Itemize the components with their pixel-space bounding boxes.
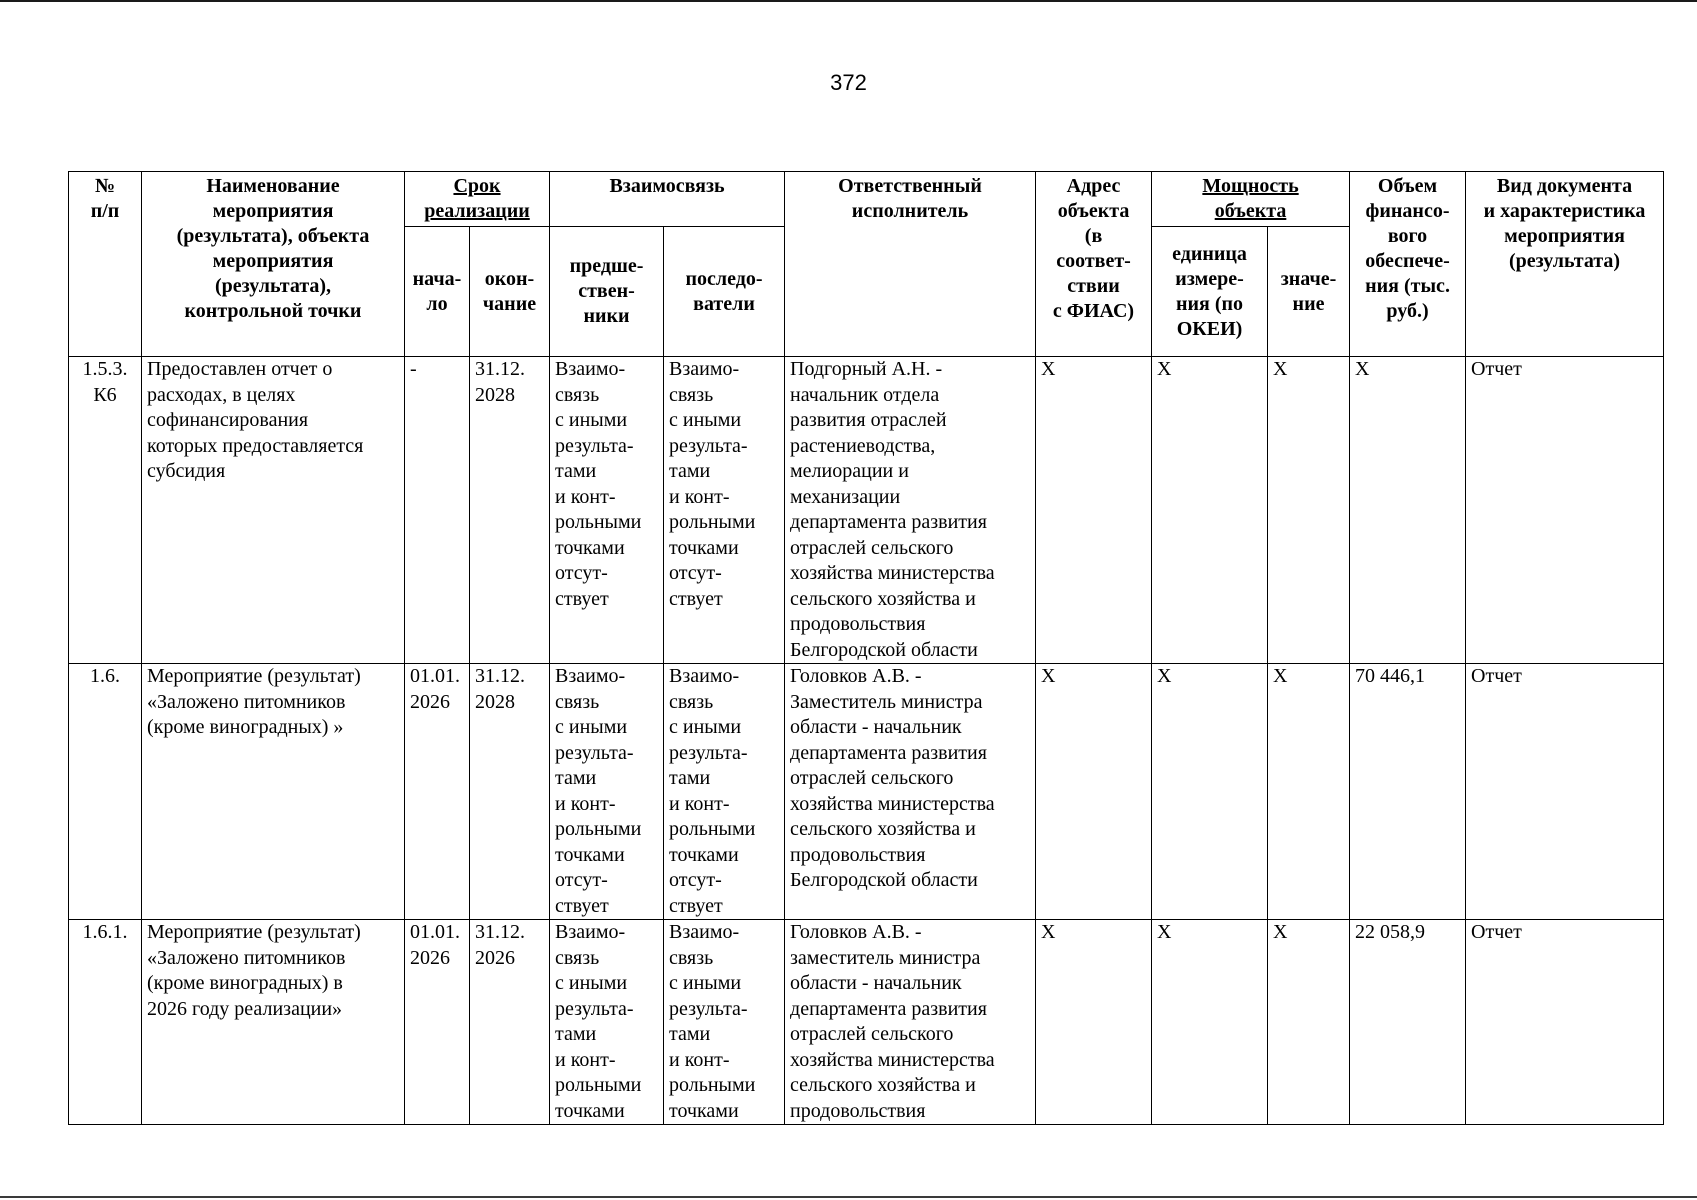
- plan-table: [68, 171, 1664, 1125]
- row-predecessors: Взаимо- связь с иными результа- тами и конт- рольными точками отсут- ствует: [550, 664, 664, 920]
- row-predecessors: Взаимо- связь с иными результа- тами и конт- рольными точками отсут- ствует: [550, 357, 664, 664]
- row-successors: Взаимо- связь с иными результа- тами и конт- рольными точками отсут- ствует: [664, 664, 785, 920]
- row-doc: Отчет: [1466, 920, 1664, 1125]
- row-start: -: [405, 357, 470, 664]
- header-rel-succ: последо- ватели: [664, 227, 785, 357]
- row-end: 31.12. 2026: [470, 920, 550, 1125]
- header-name: Наименование мероприятия (результата), объекта мероприятия (результата), контрольной точки: [142, 172, 405, 357]
- header-responsible: Ответственный исполнитель: [785, 172, 1036, 357]
- row-no: 1.6.1.: [69, 920, 142, 1125]
- row-address: X: [1036, 920, 1152, 1125]
- row-address: X: [1036, 357, 1152, 664]
- table-body: [69, 357, 1664, 1125]
- page-number: 372: [830, 70, 867, 95]
- row-finance: X: [1350, 357, 1466, 664]
- row-name: Предоставлен отчет о расходах, в целях софинансирования которых предоставляется субсидия: [142, 357, 405, 664]
- row-value: X: [1268, 357, 1350, 664]
- header-doc: Вид документа и характеристика мероприятия (результата): [1466, 172, 1664, 357]
- row-successors: Взаимо- связь с иными результа- тами и конт- рольными точками отсут- ствует: [664, 357, 785, 664]
- row-value: X: [1268, 920, 1350, 1125]
- row-responsible: Головков А.В. - заместитель министра области - начальник департамента развития отраслей сельского хозяйства министерства сельского хозяйства и продовольствия: [785, 920, 1036, 1125]
- row-no: 1.6.: [69, 664, 142, 920]
- row-end: 31.12. 2028: [470, 664, 550, 920]
- row-address: X: [1036, 664, 1152, 920]
- header-term-start: нача- ло: [405, 227, 470, 357]
- row-responsible: Головков А.В. - Заместитель министра области - начальник департамента развития отраслей сельского хозяйства министерства сельского хозяйства и продовольствия Белгородской области: [785, 664, 1036, 920]
- header-term-end: окон- чание: [470, 227, 550, 357]
- table-header: [69, 172, 1664, 357]
- table-row: [69, 920, 1664, 1125]
- row-responsible: Подгорный А.Н. - начальник отдела развития отраслей растениеводства, мелиорации и механизации департамента развития отраслей сельского хозяйства министерства сельского хозяйства и продовольствия Белгородской области: [785, 357, 1036, 664]
- header-relation: Взаимосвязь: [550, 172, 785, 227]
- row-value: X: [1268, 664, 1350, 920]
- row-finance: 22 058,9: [1350, 920, 1466, 1125]
- table-row: [69, 664, 1664, 920]
- row-no: 1.5.3. К6: [69, 357, 142, 664]
- row-successors: Взаимо- связь с иными результа- тами и конт- рольными точками: [664, 920, 785, 1125]
- row-end: 31.12. 2028: [470, 357, 550, 664]
- header-finance: Объем финансо- вого обеспече- ния (тыс. руб.): [1350, 172, 1466, 357]
- row-unit: X: [1152, 920, 1268, 1125]
- row-predecessors: Взаимо- связь с иными результа- тами и конт- рольными точками: [550, 920, 664, 1125]
- row-doc: Отчет: [1466, 664, 1664, 920]
- header-term: Срок реализации: [405, 172, 550, 227]
- row-doc: Отчет: [1466, 357, 1664, 664]
- header-cap-value: значе- ние: [1268, 227, 1350, 357]
- row-finance: 70 446,1: [1350, 664, 1466, 920]
- header-cap-unit: единица измере- ния (по ОКЕИ): [1152, 227, 1268, 357]
- header-no: № п/п: [69, 172, 142, 357]
- header-capacity: Мощность объекта: [1152, 172, 1350, 227]
- row-unit: X: [1152, 357, 1268, 664]
- row-start: 01.01. 2026: [405, 920, 470, 1125]
- row-unit: X: [1152, 664, 1268, 920]
- row-start: 01.01. 2026: [405, 664, 470, 920]
- header-address: Адрес объекта (в соответ- ствии с ФИАС): [1036, 172, 1152, 357]
- table-row: [69, 357, 1664, 664]
- row-name: Мероприятие (результат) «Заложено питомников (кроме виноградных) в 2026 году реализации»: [142, 920, 405, 1125]
- scan-edge-top: [0, 0, 1697, 2]
- scan-edge-bottom: [0, 1196, 1697, 1198]
- row-name: Мероприятие (результат) «Заложено питомников (кроме виноградных) »: [142, 664, 405, 920]
- header-rel-pred: предше- ствен- ники: [550, 227, 664, 357]
